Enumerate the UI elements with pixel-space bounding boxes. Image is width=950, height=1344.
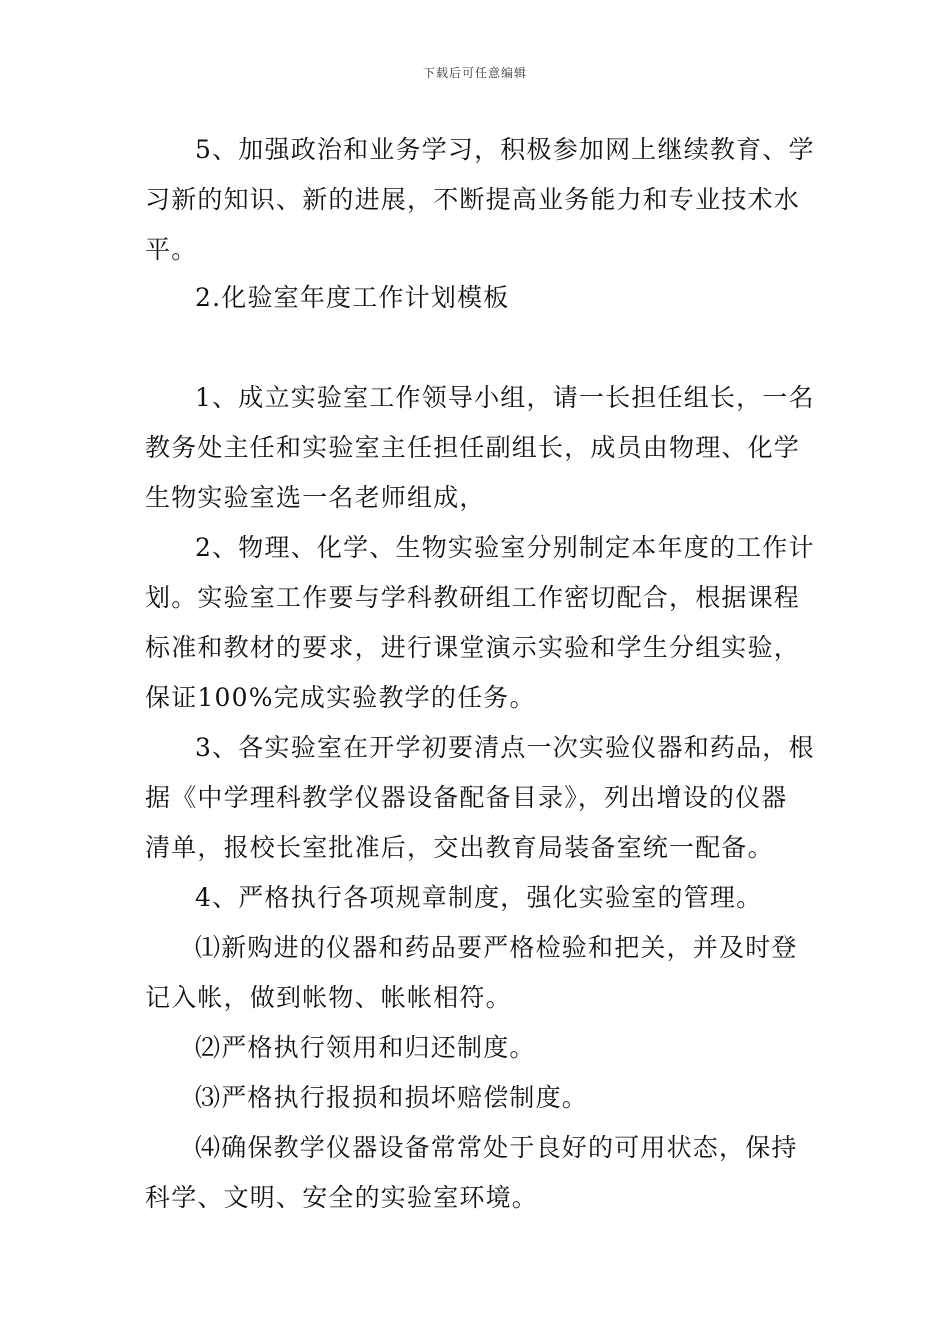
paragraph-line: 习新的知识、新的进展，不断提高业务能力和专业技术水: [145, 185, 801, 214]
paragraph-line: 2、物理、化学、生物实验室分别制定本年度的工作计: [195, 533, 815, 562]
paragraph-item-5: [145, 125, 825, 275]
paragraph-line: 生物实验室选一名老师组成，: [145, 483, 486, 512]
paragraph-line: 1、成立实验室工作领导小组，请一长担任组长，一名: [195, 383, 815, 412]
paragraph-line: 保证100%完成实验教学的任务。: [145, 683, 536, 712]
paragraph-line: 3、各实验室在开学初要清点一次实验仪器和药品，根: [195, 733, 815, 762]
paragraph-line: ⑷确保教学仪器设备常常处于良好的可用状态，保持: [195, 1133, 798, 1162]
paragraph-line: 4、严格执行各项规章制度，强化实验室的管理。: [195, 883, 763, 912]
sub-item-2: [145, 1023, 825, 1073]
paragraph-item-4: [145, 873, 825, 923]
paragraph-line: 5、加强政治和业务学习，积极参加网上继续教育、学: [195, 135, 815, 164]
paragraph-line: 清单，报校长室批准后，交出教育局装备室统一配备。: [145, 833, 774, 862]
paragraph-line: ⑴新购进的仪器和药品要严格检验和把关，并及时登: [195, 933, 798, 962]
paragraph-line: ⑵严格执行领用和归还制度。: [195, 1033, 536, 1062]
paragraph-item-3: [145, 723, 825, 873]
paragraph-line: 划。实验室工作要与学科教研组工作密切配合，根据课程: [145, 583, 801, 612]
sub-item-4: [145, 1123, 825, 1223]
paragraph-line: 标准和教材的要求，进行课堂演示实验和学生分组实验，: [145, 633, 801, 662]
paragraph-line: 记入帐，做到帐物、帐帐相符。: [145, 983, 512, 1012]
section-heading: [145, 273, 825, 323]
paragraph-line: 据《中学理科教学仪器设备配备目录》，列出增设的仪器: [145, 783, 788, 812]
paragraph-line: ⑶严格执行报损和损坏赔偿制度。: [195, 1083, 589, 1112]
paragraph-line: 科学、文明、安全的实验室环境。: [145, 1183, 539, 1212]
sub-item-3: [145, 1073, 825, 1123]
paragraph-item-1: [145, 373, 825, 523]
heading-line: 2.化验室年度工作计划模板: [195, 283, 510, 312]
paragraph-item-2: [145, 523, 825, 723]
header-note: 下载后可任意编辑: [422, 66, 527, 80]
paragraph-line: 教务处主任和实验室主任担任副组长，成员由物理、化学: [145, 433, 801, 462]
paragraph-line: 平。: [145, 235, 198, 264]
sub-item-1: [145, 923, 825, 1023]
